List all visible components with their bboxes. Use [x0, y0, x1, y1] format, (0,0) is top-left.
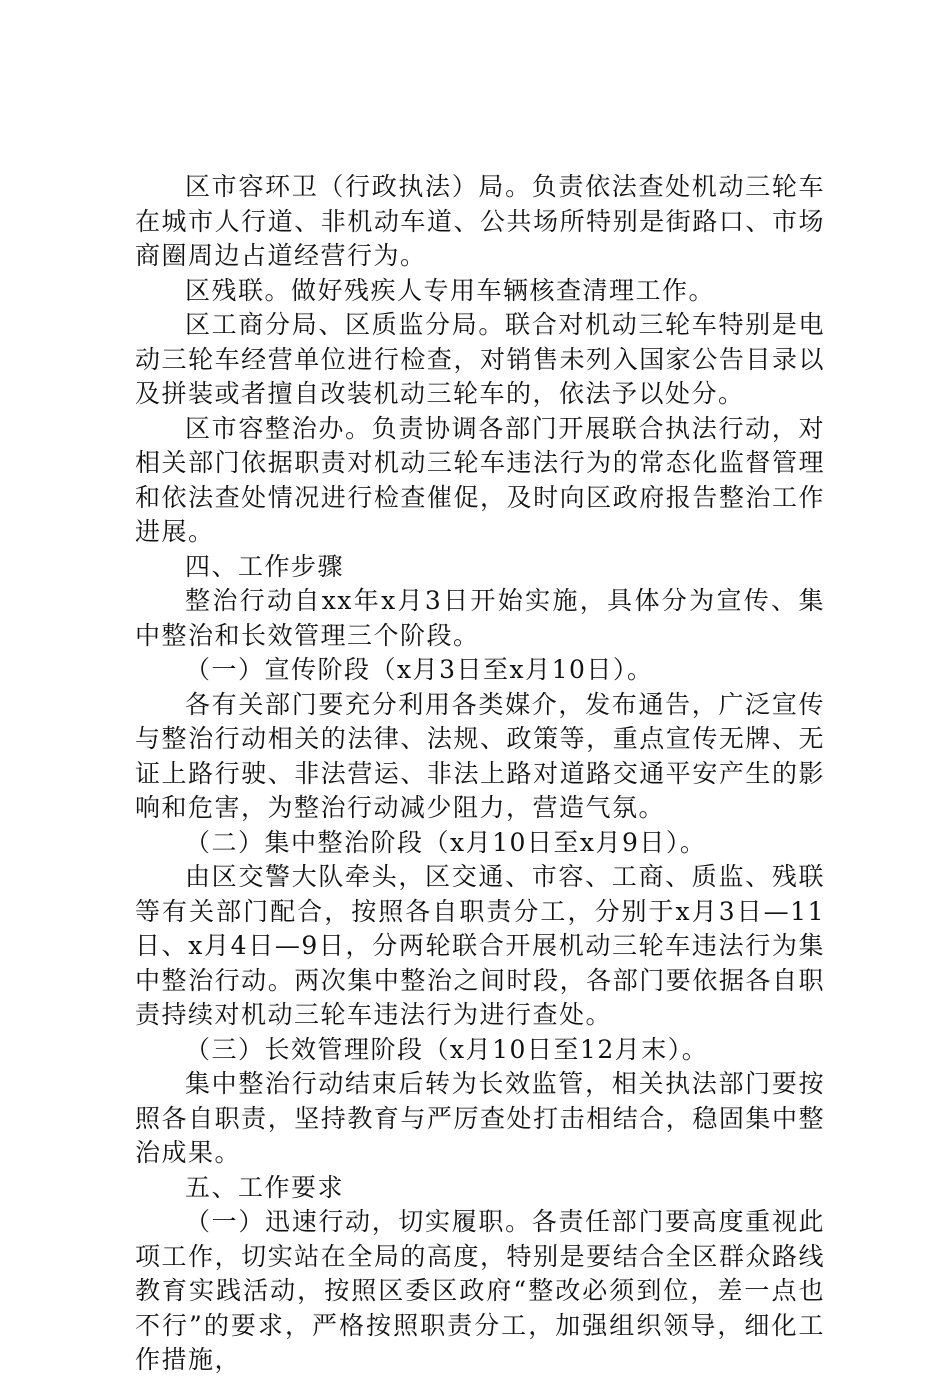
paragraph-long-term-management-details: 集中整治行动结束后转为长效监管，相关执法部门要按照各自职责，坚持教育与严厉查处打击相结合，稳固集中整治成果。 — [135, 1069, 825, 1167]
paragraph-action-phases: 整治行动自xx年x月3日开始实施，具体分为宣传、集中整治和长效管理三个阶段。 — [135, 586, 825, 650]
heading-concentrated-rectification-phase: （二）集中整治阶段（x月10日至x月9日）。 — [185, 827, 707, 857]
heading-long-term-management-phase: （三）长效管理阶段（x月10日至12月末）。 — [185, 1034, 709, 1064]
paragraph-city-environment-bureau: 区市容环卫（行政执法）局。负责依法查处机动三轮车在城市人行道、非机动车道、公共场所特别是街路口、市场商圈周边占道经营行为。 — [135, 172, 825, 270]
document-body — [135, 170, 825, 1378]
paragraph-industry-commerce-bureau: 区工商分局、区质监分局。联合对机动三轮车特别是电动三轮车经营单位进行检查，对销售未列入国家公告目录以及拼装或者擅自改装机动三轮车的，依法予以处分。 — [135, 310, 825, 408]
heading-work-requirements: 五、工作要求 — [185, 1172, 345, 1202]
heading-work-steps: 四、工作步骤 — [185, 551, 345, 581]
paragraph-act-quickly-perform-duties: （一）迅速行动，切实履职。各责任部门要高度重视此项工作，切实站在全局的高度，特别是要结合全区群众路线教育实践活动，按照区委区政府“整改必须到位，差一点也不行”的要求，严格按照职责分工，加强组织领导，细化工作措施， — [135, 1207, 825, 1374]
paragraph-publicity-details: 各有关部门要充分利用各类媒介，发布通告，广泛宣传与整治行动相关的法律、法规、政策等，重点宣传无牌、无证上路行驶、非法营运、非法上路对道路交通平安产生的影响和危害，为整治行动减少阻力，营造气氛。 — [135, 689, 825, 822]
paragraph-city-rectification-office: 区市容整治办。负责协调各部门开展联合执法行动，对相关部门依据职责对机动三轮车违法行为的常态化监督管理和依法查处情况进行检查催促，及时向区政府报告整治工作进展。 — [135, 413, 825, 546]
paragraph-disabled-federation: 区残联。做好残疾人专用车辆核查清理工作。 — [185, 275, 716, 305]
paragraph-concentrated-rectification-details: 由区交警大队牵头，区交通、市容、工商、质监、残联等有关部门配合，按照各自职责分工，分别于x月3日—11日、x月4日—9日，分两轮联合开展机动三轮车违法行为集中整治行动。两次集中整治之间时段，各部门要依据各自职责持续对机动三轮车违法行为进行查处。 — [135, 862, 825, 1029]
heading-publicity-phase: （一）宣传阶段（x月3日至x月10日）。 — [185, 655, 654, 684]
